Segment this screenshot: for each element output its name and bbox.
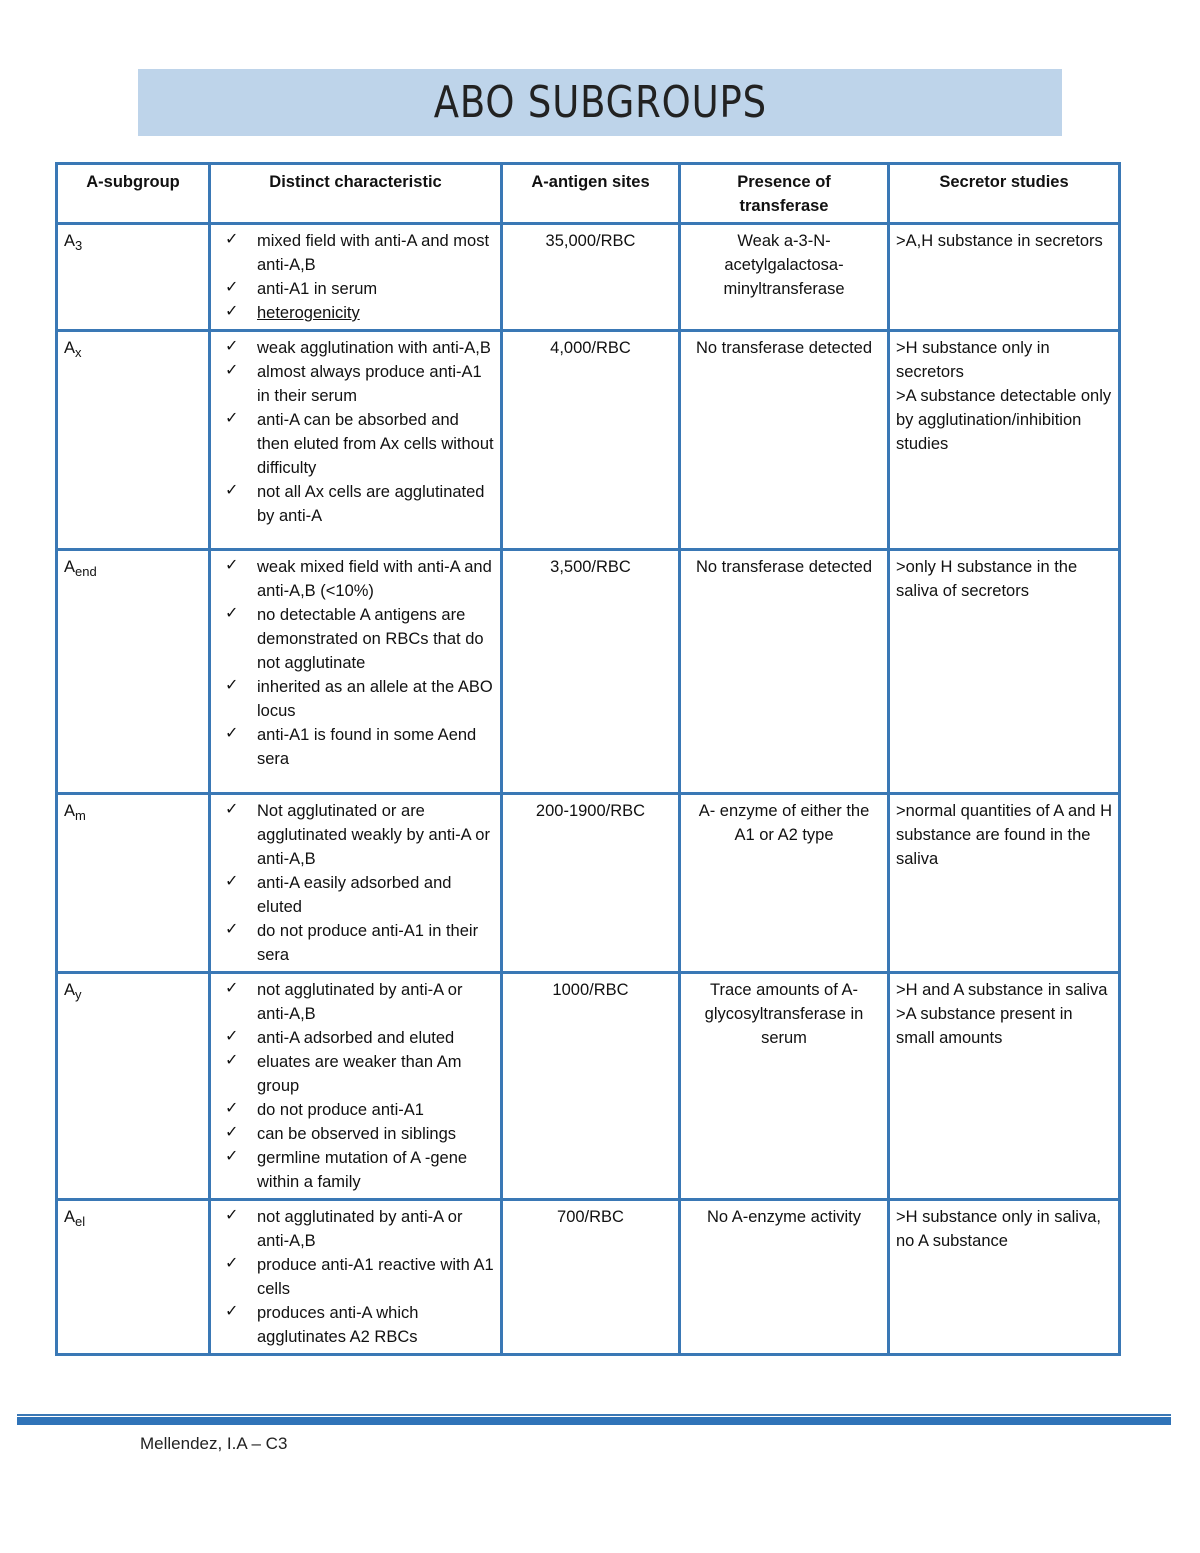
checkmark-icon: ✓	[225, 873, 239, 890]
subgroup-subscript: y	[75, 987, 82, 1002]
list-item	[225, 301, 494, 325]
characteristic-list	[217, 799, 494, 967]
subgroup-cell	[57, 1200, 210, 1355]
characteristic-text: produce anti-A1 reactive with A1 cells	[257, 1256, 494, 1298]
characteristic-text: mixed field with anti-A and most anti-A,B	[257, 232, 490, 274]
secretor-cell	[889, 224, 1120, 331]
header-antigen-sites: A-antigen sites	[502, 164, 680, 224]
characteristic-text: not agglutinated by anti-A or anti-A,B	[257, 1208, 463, 1250]
header-secretor: Secretor studies	[889, 164, 1120, 224]
antigen-sites-cell: 200-1900/RBC	[502, 794, 680, 973]
list-item	[225, 360, 494, 408]
antigen-sites-cell: 700/RBC	[502, 1200, 680, 1355]
characteristic-cell	[210, 794, 502, 973]
list-item	[225, 799, 494, 871]
checkmark-icon: ✓	[225, 605, 239, 622]
checkmark-icon: ✓	[225, 725, 239, 742]
transferase-cell: No transferase detected	[680, 331, 889, 550]
secretor-line: >H substance only in saliva, no A substance	[896, 1208, 1101, 1250]
list-item	[225, 1301, 494, 1349]
subgroup-base: A	[64, 232, 76, 250]
list-item	[225, 1253, 494, 1301]
footer-rule	[17, 1417, 1171, 1425]
secretor-line: >H and A substance in saliva	[896, 981, 1108, 999]
list-item	[225, 675, 494, 723]
table-row	[57, 794, 1120, 973]
characteristic-text: heterogenicity	[257, 304, 360, 322]
footer-author: Mellendez, I.A – C3	[140, 1434, 288, 1453]
secretor-line: >only H substance in the saliva of secretors	[896, 558, 1078, 600]
list-item	[225, 603, 494, 675]
characteristic-cell	[210, 550, 502, 794]
characteristic-cell	[210, 224, 502, 331]
characteristic-text: Not agglutinated or are agglutinated weakly by anti-A or anti-A,B	[257, 802, 490, 868]
table-row	[57, 973, 1120, 1200]
characteristic-list	[217, 229, 494, 325]
subgroup-base: A	[64, 558, 76, 576]
checkmark-icon: ✓	[225, 482, 239, 499]
transferase-cell: No A-enzyme activity	[680, 1200, 889, 1355]
secretor-line: >H substance only in secretors	[896, 339, 1050, 381]
table-row	[57, 550, 1120, 794]
transferase-cell: No transferase detected	[680, 550, 889, 794]
checkmark-icon: ✓	[225, 921, 239, 938]
list-item	[225, 480, 494, 528]
characteristic-text: anti-A easily adsorbed and eluted	[257, 874, 452, 916]
subgroup-subscript: end	[75, 564, 97, 579]
list-item	[225, 277, 494, 301]
subgroup-base: A	[64, 981, 76, 999]
checkmark-icon: ✓	[225, 1028, 239, 1045]
list-item	[225, 1122, 494, 1146]
characteristic-text: produces anti-A which agglutinates A2 RBCs	[257, 1304, 419, 1346]
checkmark-icon: ✓	[225, 279, 239, 296]
list-item	[225, 1050, 494, 1098]
checkmark-icon: ✓	[225, 1303, 239, 1320]
characteristic-text: weak agglutination with anti-A,B	[257, 339, 491, 357]
header-characteristic: Distinct characteristic	[210, 164, 502, 224]
characteristic-text: anti-A can be absorbed and then eluted from Ax cells without difficulty	[257, 411, 494, 477]
list-item	[225, 555, 494, 603]
transferase-cell: Weak a-3-N-acetylgalactosa-minyltransferase	[680, 224, 889, 331]
list-item	[225, 919, 494, 967]
characteristic-list	[217, 336, 494, 528]
header-transferase: Presence of transferase	[680, 164, 889, 224]
checkmark-icon: ✓	[225, 980, 239, 997]
subgroup-cell	[57, 973, 210, 1200]
transferase-cell: A- enzyme of either the A1 or A2 type	[680, 794, 889, 973]
title-banner	[138, 69, 1062, 136]
list-item	[225, 1026, 494, 1050]
secretor-line: >normal quantities of A and H substance are found in the saliva	[896, 802, 1113, 868]
checkmark-icon: ✓	[225, 303, 239, 320]
table-header-row	[57, 164, 1120, 224]
characteristic-text: inherited as an allele at the ABO locus	[257, 678, 493, 720]
checkmark-icon: ✓	[225, 1052, 239, 1069]
checkmark-icon: ✓	[225, 557, 239, 574]
list-item	[225, 229, 494, 277]
list-item	[225, 1098, 494, 1122]
characteristic-list	[217, 555, 494, 771]
list-item	[225, 871, 494, 919]
characteristic-text: anti-A1 in serum	[257, 280, 378, 298]
characteristic-text: eluates are weaker than Am group	[257, 1053, 462, 1095]
secretor-cell	[889, 973, 1120, 1200]
subgroup-cell	[57, 331, 210, 550]
characteristic-cell	[210, 1200, 502, 1355]
list-item	[225, 1146, 494, 1194]
header-subgroup: A-subgroup	[57, 164, 210, 224]
secretor-line: >A substance detectable only by agglutination/inhibition studies	[896, 387, 1112, 453]
characteristic-cell	[210, 331, 502, 550]
subgroup-subscript: x	[75, 345, 82, 360]
characteristic-cell	[210, 973, 502, 1200]
subgroup-base: A	[64, 339, 76, 357]
characteristic-text: anti-A1 is found in some Aend sera	[257, 726, 477, 768]
checkmark-icon: ✓	[225, 362, 239, 379]
footer-rule-thin	[17, 1414, 1171, 1416]
table-row	[57, 224, 1120, 331]
antigen-sites-cell: 3,500/RBC	[502, 550, 680, 794]
antigen-sites-cell: 1000/RBC	[502, 973, 680, 1200]
subgroup-cell	[57, 794, 210, 973]
secretor-cell	[889, 550, 1120, 794]
characteristic-text: not agglutinated by anti-A or anti-A,B	[257, 981, 463, 1023]
characteristic-list	[217, 978, 494, 1194]
subgroup-subscript: el	[75, 1214, 86, 1229]
characteristic-text: do not produce anti-A1 in their sera	[257, 922, 479, 964]
subgroup-base: A	[64, 802, 76, 820]
checkmark-icon: ✓	[225, 1148, 239, 1165]
transferase-cell: Trace amounts of A-glycosyltransferase in serum	[680, 973, 889, 1200]
subgroup-subscript: 3	[75, 238, 83, 253]
checkmark-icon: ✓	[225, 1124, 239, 1141]
antigen-sites-cell: 4,000/RBC	[502, 331, 680, 550]
list-item	[225, 978, 494, 1026]
abo-subgroups-table	[55, 162, 1121, 1356]
secretor-line: >A,H substance in secretors	[896, 232, 1103, 250]
characteristic-text: can be observed in siblings	[257, 1125, 457, 1143]
secretor-cell	[889, 331, 1120, 550]
subgroup-cell	[57, 224, 210, 331]
list-item	[225, 408, 494, 480]
characteristic-text: not all Ax cells are agglutinated by anti-A	[257, 483, 485, 525]
secretor-cell	[889, 794, 1120, 973]
page-title: ABO SUBGROUPS	[433, 77, 767, 128]
characteristic-text: do not produce anti-A1	[257, 1101, 424, 1119]
checkmark-icon: ✓	[225, 338, 239, 355]
list-item	[225, 336, 494, 360]
subgroup-cell	[57, 550, 210, 794]
checkmark-icon: ✓	[225, 231, 239, 248]
subgroup-base: A	[64, 1208, 76, 1226]
secretor-cell	[889, 1200, 1120, 1355]
characteristic-text: no detectable A antigens are demonstrated on RBCs that do not agglutinate	[257, 606, 484, 672]
table-row	[57, 1200, 1120, 1355]
secretor-line: >A substance present in small amounts	[896, 1005, 1073, 1047]
list-item	[225, 723, 494, 771]
subgroup-subscript: m	[75, 808, 86, 823]
checkmark-icon: ✓	[225, 677, 239, 694]
table-row	[57, 331, 1120, 550]
checkmark-icon: ✓	[225, 1207, 239, 1224]
characteristic-text: weak mixed field with anti-A and anti-A,B (<10%)	[257, 558, 492, 600]
checkmark-icon: ✓	[225, 410, 239, 427]
checkmark-icon: ✓	[225, 801, 239, 818]
characteristic-text: germline mutation of A -gene within a family	[257, 1149, 468, 1191]
antigen-sites-cell: 35,000/RBC	[502, 224, 680, 331]
checkmark-icon: ✓	[225, 1100, 239, 1117]
list-item	[225, 1205, 494, 1253]
characteristic-text: almost always produce anti-A1 in their serum	[257, 363, 482, 405]
checkmark-icon: ✓	[225, 1255, 239, 1272]
characteristic-text: anti-A adsorbed and eluted	[257, 1029, 455, 1047]
characteristic-list	[217, 1205, 494, 1349]
